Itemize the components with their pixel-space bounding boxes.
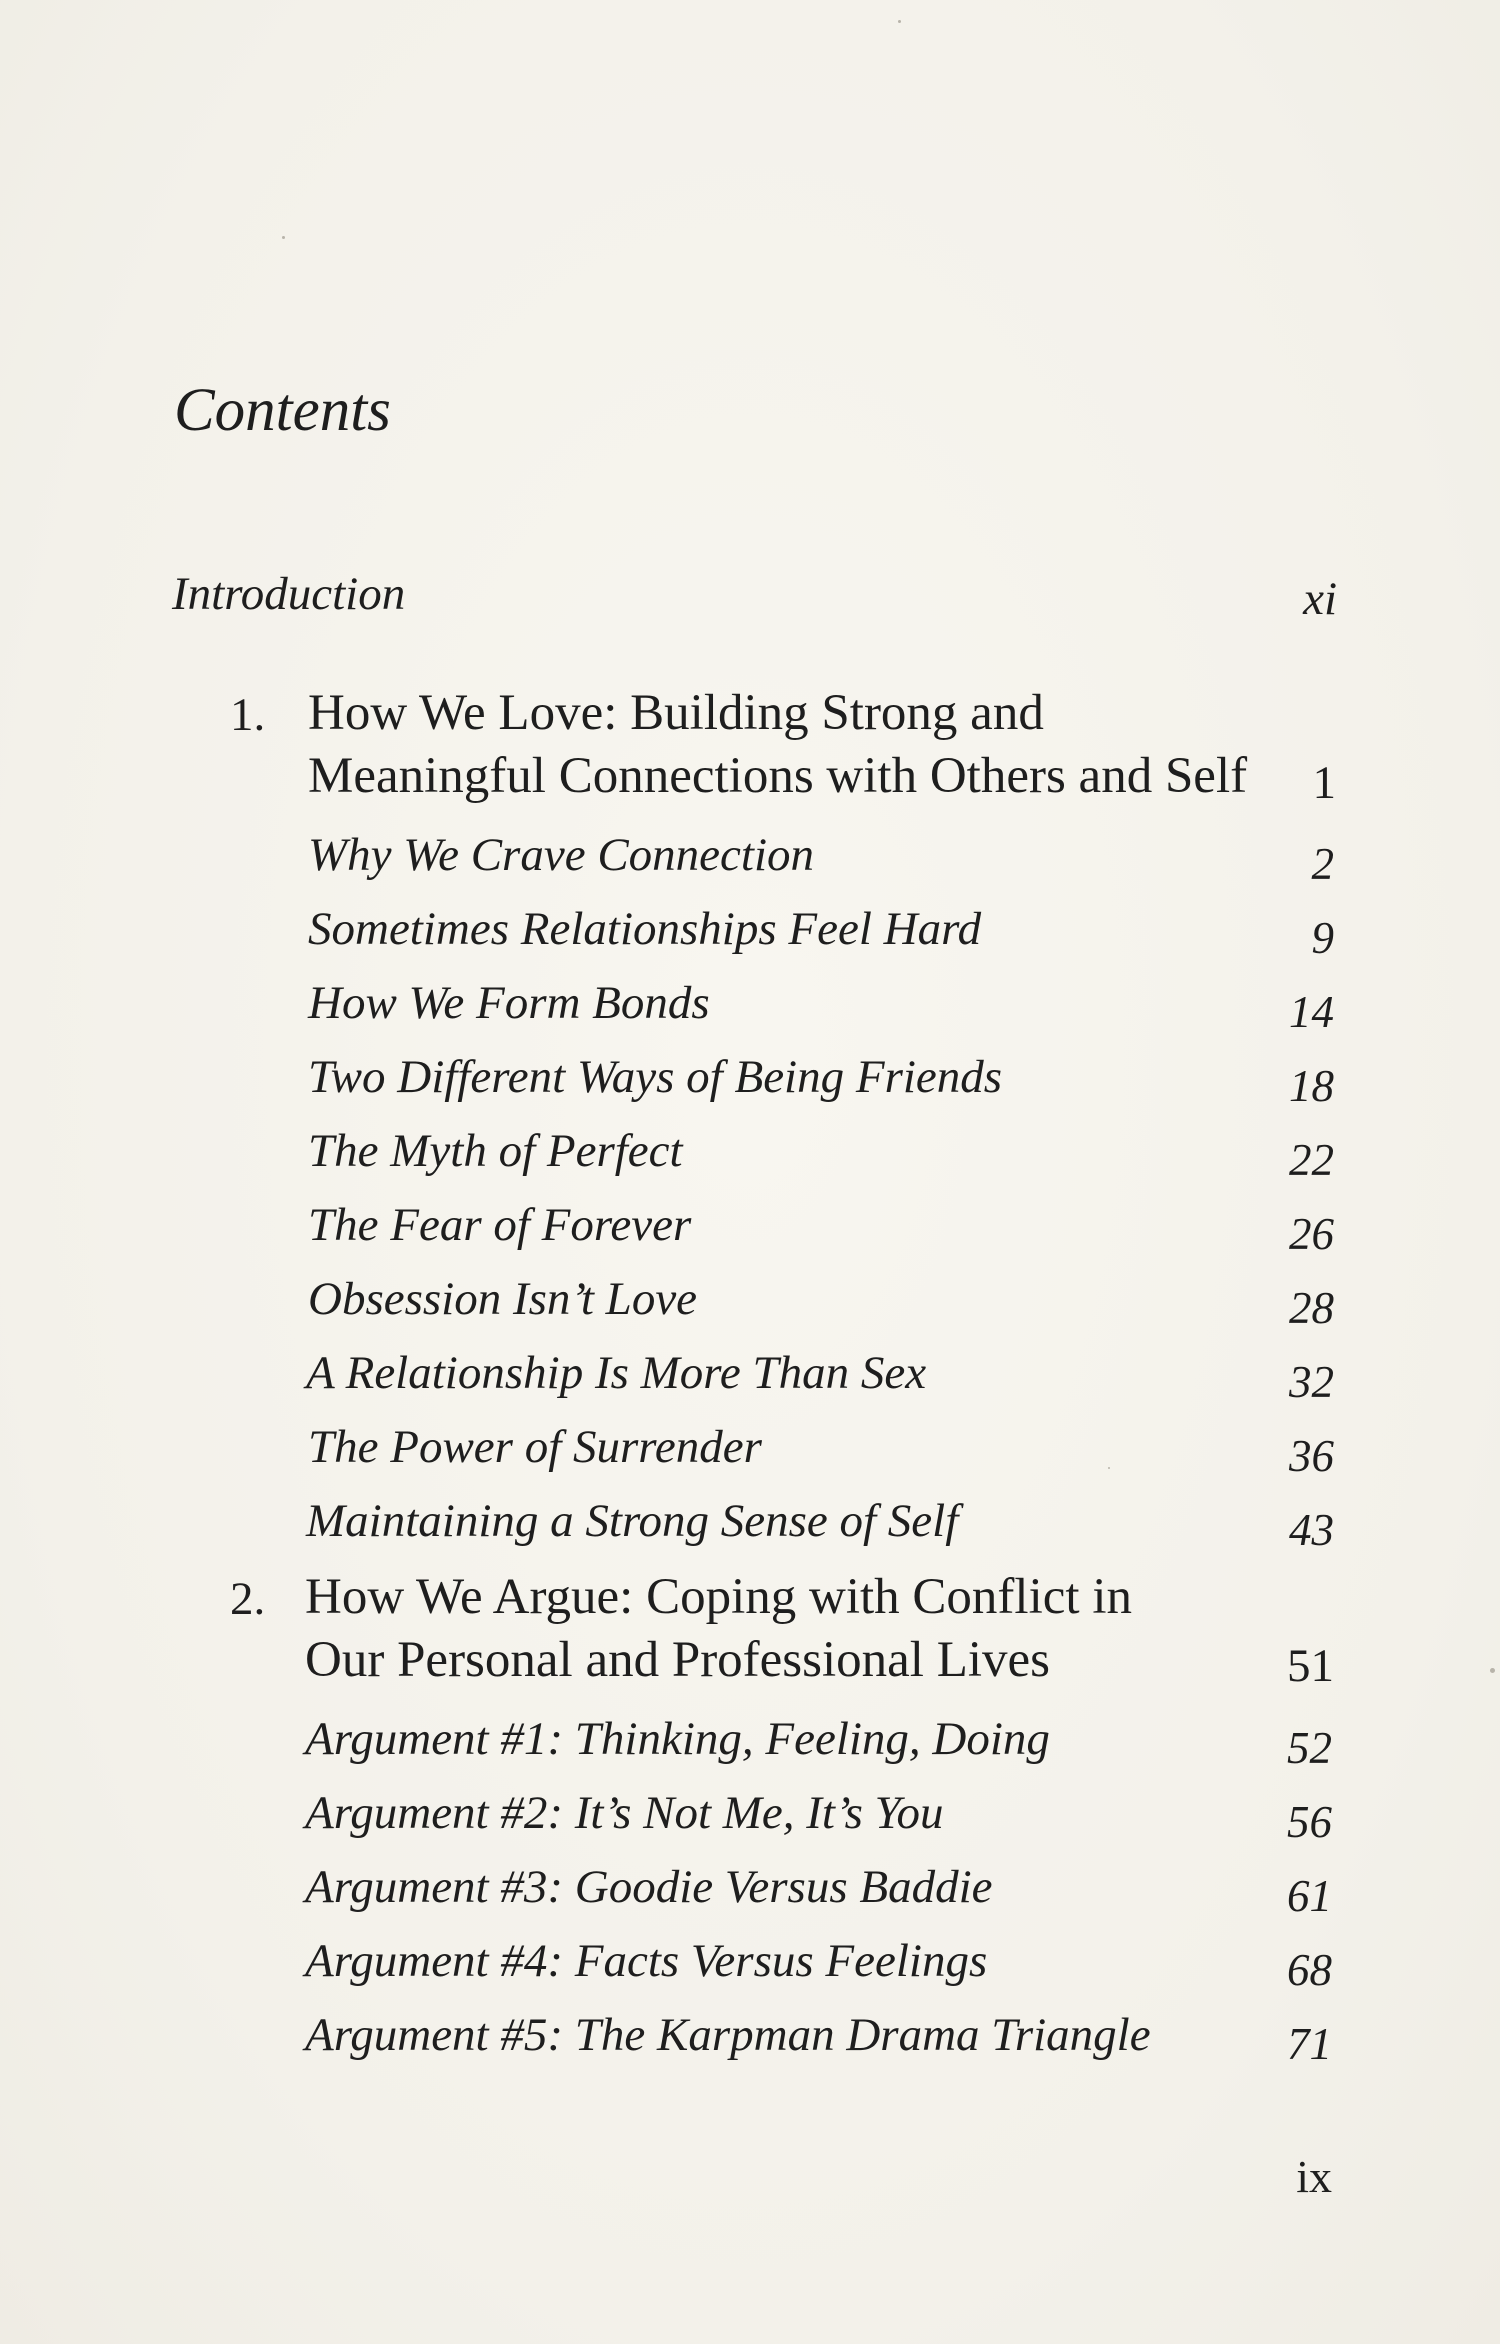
toc-section-page: 9 bbox=[1311, 913, 1334, 963]
toc-section-page: 26 bbox=[1289, 1209, 1334, 1259]
toc-section-title[interactable]: A Relationship Is More Than Sex bbox=[306, 1347, 927, 1399]
toc-section-page: 22 bbox=[1289, 1135, 1334, 1185]
toc-section-title[interactable]: Argument #2: It’s Not Me, It’s You bbox=[305, 1787, 944, 1839]
chapter-title-line1[interactable]: How We Love: Building Strong and bbox=[308, 685, 1044, 741]
toc-section-page: 61 bbox=[1287, 1871, 1332, 1921]
toc-section-page: 28 bbox=[1289, 1283, 1334, 1333]
chapter-title-line1[interactable]: How We Argue: Coping with Conflict in bbox=[305, 1569, 1132, 1625]
toc-section-page: 32 bbox=[1289, 1357, 1334, 1407]
toc-section-title[interactable]: Maintaining a Strong Sense of Self bbox=[306, 1495, 959, 1547]
toc-section-title[interactable]: The Power of Surrender bbox=[308, 1421, 762, 1473]
chapter-page-number: 51 bbox=[1287, 1640, 1334, 1692]
toc-section-title[interactable]: The Fear of Forever bbox=[308, 1199, 692, 1251]
toc-section-title[interactable]: Argument #1: Thinking, Feeling, Doing bbox=[305, 1713, 1050, 1765]
chapter-page-number: 1 bbox=[1312, 757, 1336, 809]
toc-section-page: 68 bbox=[1287, 1945, 1332, 1995]
chapter-number: 1. bbox=[230, 689, 266, 741]
toc-section-title[interactable]: Why We Crave Connection bbox=[308, 829, 815, 881]
toc-section-title[interactable]: Sometimes Relationships Feel Hard bbox=[308, 903, 982, 955]
chapter-title-line2[interactable]: Meaningful Connections with Others and Self bbox=[308, 748, 1248, 804]
toc-section-page: 71 bbox=[1287, 2019, 1332, 2069]
contents-heading: Contents bbox=[174, 377, 391, 444]
page-folio: ix bbox=[1296, 2151, 1332, 2202]
toc-section-title[interactable]: Argument #3: Goodie Versus Baddie bbox=[305, 1861, 993, 1913]
paper-speck bbox=[282, 236, 285, 239]
toc-section-title[interactable]: Argument #5: The Karpman Drama Triangle bbox=[305, 2009, 1151, 2061]
toc-section-title[interactable]: How We Form Bonds bbox=[308, 977, 710, 1029]
paper-speck bbox=[1108, 1467, 1110, 1469]
toc-section-page: 43 bbox=[1289, 1505, 1334, 1555]
toc-section-title[interactable]: Two Different Ways of Being Friends bbox=[308, 1051, 1003, 1103]
chapter-title-line2[interactable]: Our Personal and Professional Lives bbox=[305, 1632, 1051, 1688]
toc-section-page: 14 bbox=[1289, 987, 1334, 1037]
toc-section-page: 2 bbox=[1311, 839, 1334, 889]
toc-section-page: 36 bbox=[1289, 1431, 1334, 1481]
toc-introduction-page: xi bbox=[1303, 573, 1337, 625]
toc-introduction-label[interactable]: Introduction bbox=[172, 568, 406, 620]
toc-section-title[interactable]: Obsession Isn’t Love bbox=[308, 1273, 698, 1325]
paper-speck bbox=[1490, 1668, 1495, 1673]
toc-section-title[interactable]: Argument #4: Facts Versus Feelings bbox=[305, 1935, 988, 1987]
paper-speck bbox=[898, 20, 901, 23]
toc-section-title[interactable]: The Myth of Perfect bbox=[308, 1125, 683, 1177]
toc-section-page: 52 bbox=[1287, 1723, 1332, 1773]
toc-section-page: 56 bbox=[1287, 1797, 1332, 1847]
chapter-number: 2. bbox=[230, 1573, 266, 1625]
toc-section-page: 18 bbox=[1289, 1061, 1334, 1111]
